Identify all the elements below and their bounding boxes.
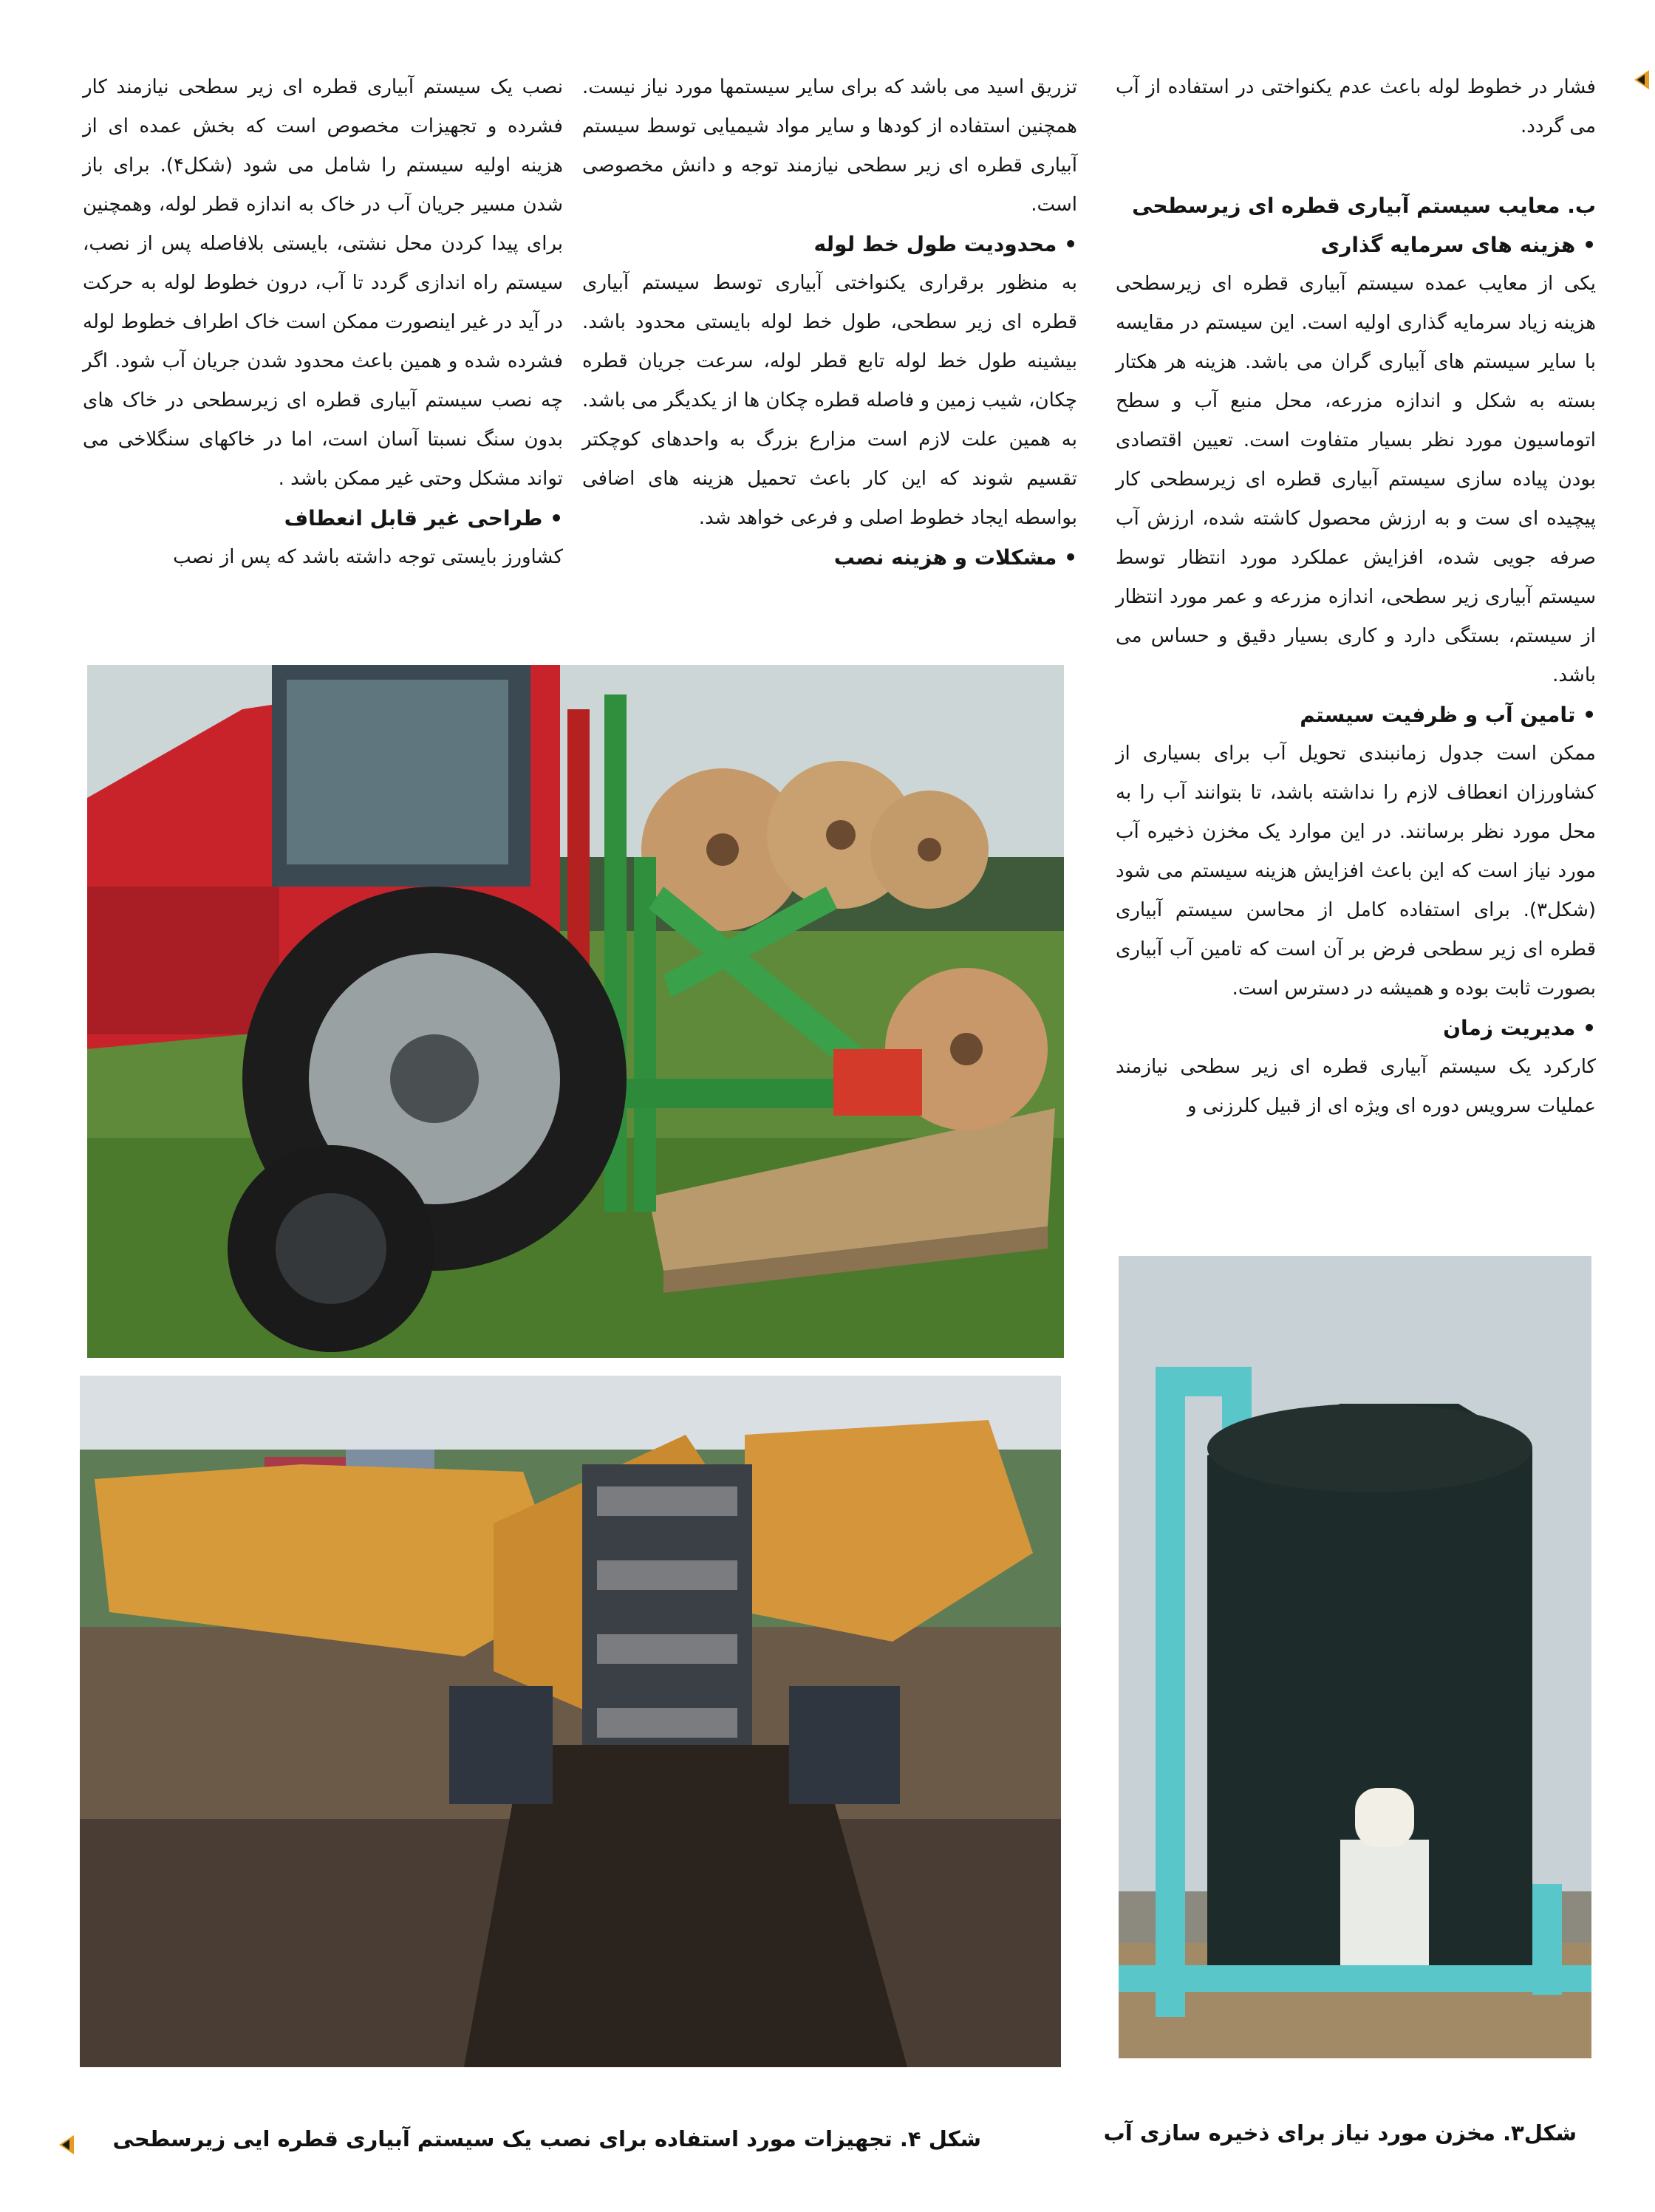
paragraph-acid-injection: تزریق اسید می باشد که برای سایر سیستمها مورد نیاز نیست. همچنین استفاده از کودها و سایر مواد شیمیایی توسط سیستم آبیاری قطره ای زیر سطحی نیازمند توجه و دانش مخصوصی است. xyxy=(582,76,1077,216)
trencher-photo xyxy=(80,1376,1061,2067)
heading-installation-costs: • مشکلات و هزینه نصب xyxy=(833,545,1077,570)
paragraph-pressure: فشار در خطوط لوله باعث عدم یکنواختی در استفاده از آب می گردد. xyxy=(1116,76,1596,137)
tractor-installation-photo xyxy=(87,665,1064,1358)
left-column xyxy=(83,68,563,577)
heading-inflexible-design: • طراحی غیر قابل انعطاف xyxy=(284,506,563,530)
figure-4-caption: شکل ۴. تجهیزات مورد استفاده برای نصب یک سیستم آبیاری قطره ایی زیرسطحی xyxy=(112,2126,981,2151)
paragraph-pipeline-length: به منظور برقراری یکنواختی آبیاری توسط سیستم آبیاری قطره ای زیر سطحی، طول خط لوله بایستی محدود باشد. بیشینه طول خط لوله تابع قطر لوله، سرعت جریان قطره چکان، شیب زمین و فاصله قطره چکان ها از یکدیگر می باشد. به همین علت لازم است مزارع بزرگ به واحدهای کوچکتر تقسیم شوند که این کار باعث تحمیل هزینه های اضافی بواسطه ایجاد خطوط اصلی و فرعی خواهد شد. xyxy=(582,272,1077,529)
right-column xyxy=(1116,68,1596,1126)
bottom-page-marker-icon xyxy=(59,2135,74,2154)
paragraph-installation: نصب یک سیستم آبیاری قطره ای زیر سطحی نیازمند کار فشرده و تجهیزات مخصوص است که بخش عمده ای از هزینه اولیه سیستم را شامل می شود (شکل۴). برای باز شدن مسیر جریان آب در خاک به اندازه قطر لوله، وهمچنین برای پیدا کردن محل نشتی، بایستی بلافاصله پس از نصب، سیستم راه اندازی گردد تا آب، درون خطوط لوله به حرکت در آید در غیر اینصورت ممکن است خاک اطراف خطوط لوله فشرده شده و همین باعث محدود شدن جریان آب شود. اگر چه نصب سیستم آبیاری قطره ای زیرسطحی در خاک های بدون سنگ نسبتا آسان است، اما در خاکهای سنگلاخی می تواند مشکل وحتی غیر ممکن باشد . xyxy=(83,76,563,490)
paragraph-inflexible-design: کشاورز بایستی توجه داشته باشد که پس از نصب xyxy=(173,546,563,568)
top-page-marker-icon xyxy=(1634,70,1649,89)
heading-investment-costs: • هزینه های سرمایه گذاری xyxy=(1320,233,1596,257)
heading-pipeline-length: • محدودیت طول خط لوله xyxy=(813,232,1077,256)
water-tank-photo xyxy=(1119,1256,1591,2058)
middle-column xyxy=(582,68,1077,577)
section-title-disadvantages: ب. معایب سیستم آبیاری قطره ای زیرسطحی xyxy=(1132,194,1596,218)
paragraph-water-supply: ممکن است جدول زمانبندی تحویل آب برای بسیاری از کشاورزان انعطاف لازم را نداشته باشد، تا بتوانند آب را به محل مورد نظر برسانند. در این موارد یک مخزن ذخیره آب مورد نیاز است که این باعث افزایش هزینه سیستم می شود (شکل۳). برای استفاده کامل از محاسن سیستم آبیاری قطره ای زیر سطحی فرض بر آن است که تامین آب آبیاری بصورت ثابت بوده و همیشه در دسترس است. xyxy=(1116,743,1596,1000)
heading-time-management: • مدیریت زمان xyxy=(1443,1016,1596,1040)
figure-3-caption: شکل۳. مخزن مورد نیاز برای ذخیره سازی آب xyxy=(1103,2120,1577,2146)
paragraph-time-management: کارکرد یک سیستم آبیاری قطره ای زیر سطحی نیازمند عملیات سرویس دوره ای ویژه ای از قبیل کلرزنی و xyxy=(1116,1056,1596,1117)
paragraph-investment: یکی از معایب عمده سیستم آبیاری قطره ای زیرسطحی هزینه زیاد سرمایه گذاری اولیه است. این سیستم در مقایسه با سایر سیستم های آبیاری گران می باشد. هزینه هر هکتار بسته به شکل و اندازه مزرعه، محل منبع آب و سطح اتوماسیون مورد نظر بسیار متفاوت است. تعیین اقتصادی بودن پیاده سازی سیستم آبیاری قطره ای زیرسطحی کار پیچیده ای ست و به ارزش محصول کاشته شده، ارزش آب صرفه جویی شده، افزایش عملکرد مورد انتظار توسط سیستم آبیاری زیر سطحی، اندازه مزرعه و عمر مورد انتظار از سیستم، بستگی دارد و کاری بسیار دقیق و حساس می باشد. xyxy=(1116,273,1596,686)
heading-water-supply: • تامین آب و ظرفیت سیستم xyxy=(1300,703,1596,727)
